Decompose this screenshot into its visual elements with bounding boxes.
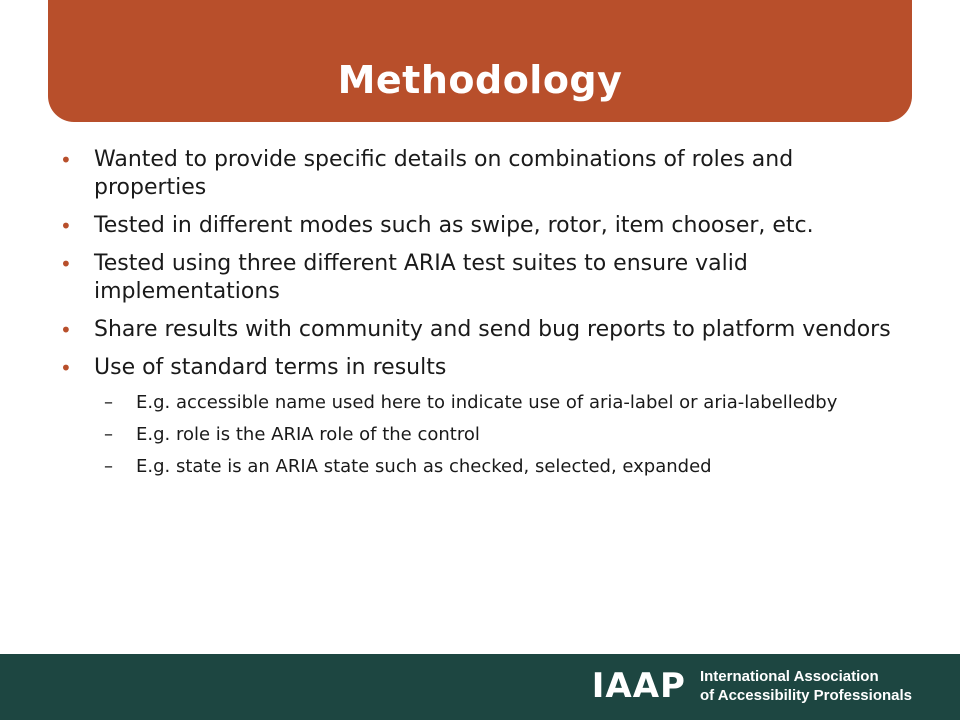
bullet-icon: • [60,318,72,342]
dash-icon: – [104,456,113,477]
bullet-icon: • [60,252,72,276]
sub-bullet-text: E.g. state is an ARIA state such as checked, selected, expanded [136,456,712,477]
bullet-icon: • [60,356,72,380]
sub-bullet-item [0,424,960,446]
logo-line-1: International Association [699,668,879,685]
title-banner [48,0,912,122]
slide-title: Methodology [337,58,623,102]
bullet-text: Share results with community and send bug reports to platform vendors [94,317,891,342]
bullet-item [0,212,960,240]
logo-line-2: of Accessibility Professionals [699,687,912,704]
iaap-logo-mark: IAAP [591,666,686,706]
bullet-text: Use of standard terms in results [94,355,447,380]
sub-bullet-item [0,392,960,414]
sub-bullet-text: E.g. accessible name used here to indicate use of aria-label or aria-labelledby [136,392,838,413]
dash-icon: – [104,424,113,445]
slide-content [0,146,960,488]
iaap-logo [592,662,912,710]
bullet-text: Tested in different modes such as swipe, rotor, item chooser, etc. [94,213,814,238]
dash-icon: – [104,392,113,413]
sub-bullet-item [0,456,960,478]
bullet-icon: • [60,214,72,238]
sub-bullet-text: E.g. role is the ARIA role of the control [136,424,480,445]
iaap-logo-text [700,667,912,705]
bullet-item [0,250,960,306]
bullet-item [0,146,960,202]
bullet-text: Tested using three different ARIA test suites to ensure valid implementations [94,251,748,304]
bullet-item [0,354,960,382]
bullet-text: Wanted to provide specific details on combinations of roles and properties [94,147,794,200]
bullet-icon: • [60,148,72,172]
footer-bar [0,654,960,720]
bullet-item [0,316,960,344]
